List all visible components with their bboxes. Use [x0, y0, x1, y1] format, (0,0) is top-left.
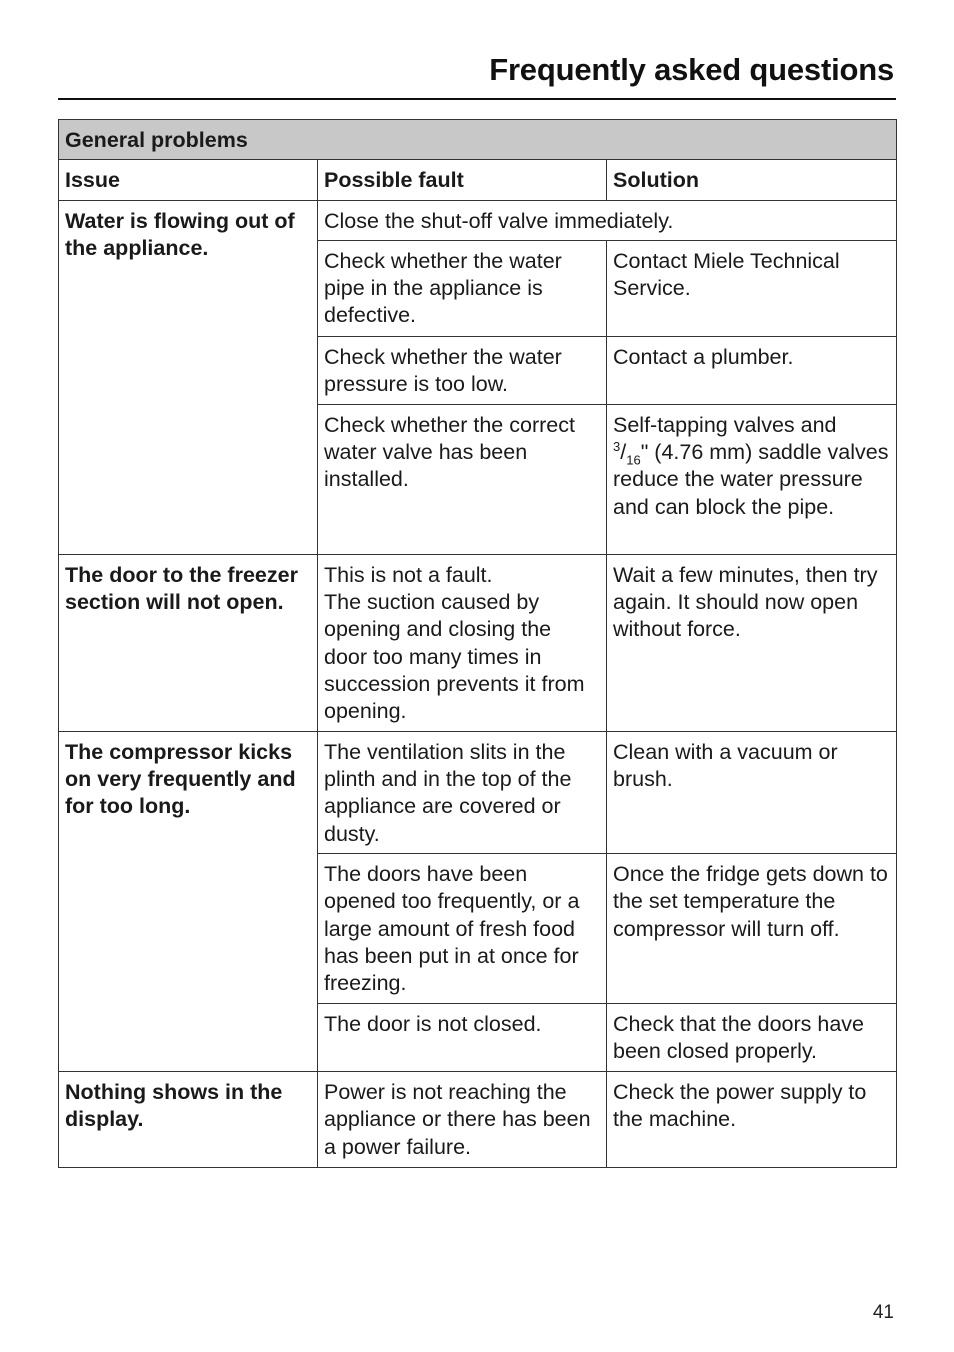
- table-row: [59, 731, 897, 853]
- solution-lead: Self-tapping valves and: [613, 412, 837, 437]
- issue-cell: Nothing shows in the display.: [59, 1072, 318, 1168]
- solution-cell: Check the power supply to the machine.: [607, 1072, 897, 1168]
- fault-cell-spanning: Close the shut-off valve immediately.: [318, 200, 897, 240]
- solution-cell: Wait a few minutes, then try again. It should now open without force.: [607, 554, 897, 731]
- issue-cell: The door to the freezer section will not open.: [59, 554, 318, 731]
- page-title: Frequently asked questions: [489, 52, 894, 87]
- fault-line: The suction caused by opening and closing the door too many times in succession prevents it from opening.: [324, 590, 585, 724]
- solution-cell: Contact Miele Technical Service.: [607, 240, 897, 336]
- fault-cell: The ventilation slits in the plinth and in the top of the appliance are covered or dusty.: [318, 731, 607, 853]
- solution-cell: Check that the doors have been closed properly.: [607, 1004, 897, 1072]
- faq-table: [58, 119, 897, 1168]
- column-header-fault: Possible fault: [318, 160, 607, 200]
- issue-cell: The compressor kicks on very frequently and for too long.: [59, 731, 318, 1071]
- fault-line: This is not a fault.: [324, 562, 493, 587]
- fault-cell: The doors have been opened too frequently, or a large amount of fresh food has been put in at once for freezing.: [318, 854, 607, 1004]
- solution-rest: " (4.76 mm) saddle valves reduce the water pressure and can block the pipe.: [613, 440, 889, 519]
- fault-cell: Check whether the water pressure is too low.: [318, 336, 607, 404]
- fault-cell: Check whether the correct water valve has been installed.: [318, 404, 607, 554]
- issue-cell: Water is flowing out of the appliance.: [59, 200, 318, 554]
- solution-cell: Clean with a vacuum or brush.: [607, 731, 897, 853]
- title-divider: [58, 98, 896, 100]
- section-title: General problems: [59, 120, 897, 160]
- fault-cell: Check whether the water pipe in the appliance is defective.: [318, 240, 607, 336]
- column-header-issue: Issue: [59, 160, 318, 200]
- solution-cell: Contact a plumber.: [607, 336, 897, 404]
- table-row: [59, 200, 897, 240]
- solution-cell: [607, 404, 897, 554]
- solution-cell: Once the fridge gets down to the set temperature the compressor will turn off.: [607, 854, 897, 1004]
- fault-cell: [318, 554, 607, 731]
- section-header-row: [59, 120, 897, 160]
- table-row: [59, 554, 897, 731]
- page-number: 41: [872, 1302, 894, 1323]
- fraction-slash: /: [620, 440, 627, 465]
- fraction-denominator: 16: [626, 452, 641, 468]
- fault-cell: Power is not reaching the appliance or there has been a power failure.: [318, 1072, 607, 1168]
- column-header-row: [59, 160, 897, 200]
- table-row: [59, 1072, 897, 1168]
- column-header-solution: Solution: [607, 160, 897, 200]
- fault-cell: The door is not closed.: [318, 1004, 607, 1072]
- fraction-numerator: 3: [613, 439, 621, 455]
